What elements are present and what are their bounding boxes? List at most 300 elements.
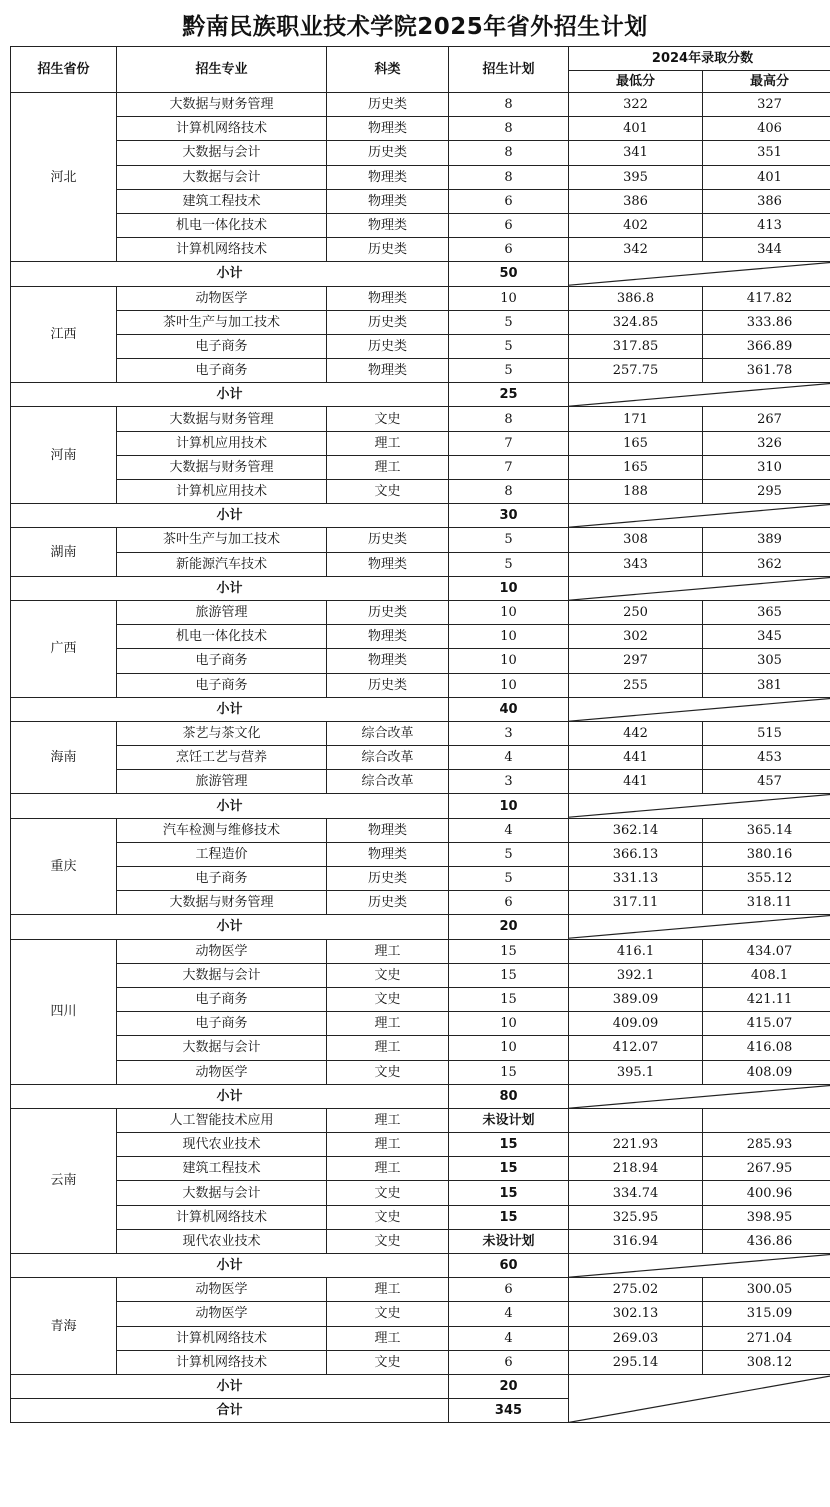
diagonal-slash-cell [569,794,830,818]
min-score-cell: 322 [569,93,703,117]
plan-cell: 15 [449,963,569,987]
major-cell: 茶艺与茶文化 [117,721,327,745]
major-cell: 人工智能技术应用 [117,1108,327,1132]
category-cell: 理工 [327,1133,449,1157]
major-cell: 计算机网络技术 [117,238,327,262]
major-cell: 电子商务 [117,673,327,697]
table-row [11,310,830,334]
min-score-cell: 269.03 [569,1326,703,1350]
subtotal-value: 30 [449,504,569,528]
category-cell: 历史类 [327,238,449,262]
category-cell: 物理类 [327,165,449,189]
major-cell: 现代农业技术 [117,1133,327,1157]
max-score-cell: 416.08 [703,1036,830,1060]
subtotal-label: 小计 [11,794,449,818]
table-row [11,842,830,866]
category-cell: 文史 [327,987,449,1011]
min-score-cell: 441 [569,770,703,794]
min-score-cell: 221.93 [569,1133,703,1157]
header-plan: 招生计划 [449,47,569,93]
table-row [11,165,830,189]
diagonal-line [569,698,830,721]
category-cell: 理工 [327,1326,449,1350]
max-score-cell [703,1108,830,1132]
header-max-score: 最高分 [703,71,830,93]
plan-cell: 8 [449,141,569,165]
max-score-cell: 436.86 [703,1229,830,1253]
min-score-cell: 341 [569,141,703,165]
province-cell: 青海 [11,1278,117,1375]
category-cell: 物理类 [327,649,449,673]
header-score-group: 2024年录取分数 [569,47,830,71]
diagonal-line [569,383,830,406]
min-score-cell: 317.11 [569,891,703,915]
plan-cell: 4 [449,818,569,842]
table-row [11,746,830,770]
header-category: 科类 [327,47,449,93]
subtotal-label: 小计 [11,504,449,528]
max-score-cell: 271.04 [703,1326,830,1350]
subtotal-value: 20 [449,915,569,939]
province-cell: 云南 [11,1108,117,1253]
plan-cell: 3 [449,770,569,794]
subtotal-row [11,383,830,407]
category-cell: 理工 [327,1108,449,1132]
max-score-cell: 434.07 [703,939,830,963]
max-score-cell: 295 [703,480,830,504]
table-row [11,1278,830,1302]
subtotal-value: 25 [449,383,569,407]
table-row [11,286,830,310]
category-cell: 理工 [327,1278,449,1302]
major-cell: 旅游管理 [117,770,327,794]
min-score-cell: 250 [569,600,703,624]
max-score-cell: 305 [703,649,830,673]
plan-cell: 6 [449,189,569,213]
max-score-cell: 345 [703,625,830,649]
table-row [11,93,830,117]
table-row [11,891,830,915]
max-score-cell: 355.12 [703,867,830,891]
subtotal-row [11,1374,830,1398]
max-score-cell: 267 [703,407,830,431]
max-score-cell: 421.11 [703,987,830,1011]
major-cell: 计算机网络技术 [117,1205,327,1229]
table-row [11,189,830,213]
max-score-cell: 386 [703,189,830,213]
province-cell: 河北 [11,93,117,262]
major-cell: 计算机网络技术 [117,1326,327,1350]
max-score-cell: 361.78 [703,359,830,383]
min-score-cell: 302.13 [569,1302,703,1326]
plan-cell: 15 [449,1060,569,1084]
plan-cell: 6 [449,1350,569,1374]
min-score-cell: 395 [569,165,703,189]
table-row [11,649,830,673]
subtotal-row [11,1084,830,1108]
max-score-cell: 408.1 [703,963,830,987]
subtotal-value: 40 [449,697,569,721]
table-row [11,721,830,745]
min-score-cell: 412.07 [569,1036,703,1060]
category-cell: 综合改革 [327,746,449,770]
subtotal-row [11,1254,830,1278]
plan-cell: 4 [449,746,569,770]
plan-cell: 6 [449,1278,569,1302]
table-row [11,455,830,479]
min-score-cell: 416.1 [569,939,703,963]
max-score-cell: 401 [703,165,830,189]
min-score-cell: 386 [569,189,703,213]
major-cell: 计算机网络技术 [117,1350,327,1374]
plan-cell: 5 [449,842,569,866]
min-score-cell: 171 [569,407,703,431]
plan-cell: 15 [449,939,569,963]
major-cell: 电子商务 [117,867,327,891]
table-row [11,480,830,504]
table-row [11,552,830,576]
category-cell: 历史类 [327,141,449,165]
diagonal-line [569,1254,830,1277]
plan-cell: 未设计划 [449,1108,569,1132]
min-score-cell: 317.85 [569,334,703,358]
major-cell: 建筑工程技术 [117,189,327,213]
category-cell: 物理类 [327,286,449,310]
category-cell: 理工 [327,1036,449,1060]
plan-cell: 5 [449,359,569,383]
header-min-score: 最低分 [569,71,703,93]
min-score-cell: 257.75 [569,359,703,383]
subtotal-row [11,262,830,286]
max-score-cell: 315.09 [703,1302,830,1326]
plan-cell: 8 [449,480,569,504]
admission-plan-table [10,46,816,1423]
max-score-cell: 453 [703,746,830,770]
total-value: 345 [449,1399,569,1423]
major-cell: 计算机应用技术 [117,431,327,455]
diagonal-slash-cell [569,576,830,600]
max-score-cell: 381 [703,673,830,697]
max-score-cell: 267.95 [703,1157,830,1181]
diagonal-slash-cell [569,1084,830,1108]
max-score-cell: 457 [703,770,830,794]
table-row [11,1326,830,1350]
min-score-cell: 295.14 [569,1350,703,1374]
category-cell: 历史类 [327,600,449,624]
diagonal-slash-cell [569,504,830,528]
province-cell: 河南 [11,407,117,504]
table-row [11,987,830,1011]
plan-cell: 10 [449,649,569,673]
plan-cell: 15 [449,987,569,1011]
plan-cell: 15 [449,1133,569,1157]
major-cell: 机电一体化技术 [117,213,327,237]
plan-cell: 10 [449,673,569,697]
category-cell: 文史 [327,1205,449,1229]
table-row [11,1205,830,1229]
min-score-cell: 218.94 [569,1157,703,1181]
diagonal-slash-cell [569,697,830,721]
max-score-cell: 366.89 [703,334,830,358]
category-cell: 物理类 [327,818,449,842]
major-cell: 电子商务 [117,1012,327,1036]
category-cell: 历史类 [327,673,449,697]
max-score-cell: 308.12 [703,1350,830,1374]
max-score-cell: 333.86 [703,310,830,334]
category-cell: 理工 [327,1157,449,1181]
max-score-cell: 362 [703,552,830,576]
major-cell: 大数据与财务管理 [117,455,327,479]
max-score-cell: 365.14 [703,818,830,842]
min-score-cell: 316.94 [569,1229,703,1253]
category-cell: 理工 [327,455,449,479]
major-cell: 建筑工程技术 [117,1157,327,1181]
category-cell: 历史类 [327,310,449,334]
min-score-cell: 442 [569,721,703,745]
category-cell: 物理类 [327,842,449,866]
table-row [11,867,830,891]
plan-cell: 15 [449,1205,569,1229]
category-cell: 物理类 [327,552,449,576]
plan-cell: 5 [449,334,569,358]
plan-cell: 4 [449,1302,569,1326]
table-row [11,1181,830,1205]
plan-cell: 10 [449,625,569,649]
major-cell: 大数据与会计 [117,1036,327,1060]
min-score-cell: 275.02 [569,1278,703,1302]
diagonal-slash-cell [569,262,830,286]
plan-cell: 10 [449,1012,569,1036]
table-row [11,818,830,842]
table-row [11,1229,830,1253]
category-cell: 物理类 [327,625,449,649]
table-row [11,213,830,237]
category-cell: 历史类 [327,867,449,891]
min-score-cell: 324.85 [569,310,703,334]
table-row [11,1133,830,1157]
subtotal-label: 小计 [11,262,449,286]
diagonal-slash-cell [569,1374,830,1422]
header-major: 招生专业 [117,47,327,93]
table-row [11,1060,830,1084]
category-cell: 文史 [327,407,449,431]
min-score-cell: 297 [569,649,703,673]
diagonal-slash-cell [569,383,830,407]
min-score-cell: 441 [569,746,703,770]
category-cell: 综合改革 [327,770,449,794]
category-cell: 文史 [327,1350,449,1374]
diagonal-slash-cell [569,915,830,939]
max-score-cell: 413 [703,213,830,237]
major-cell: 动物医学 [117,1278,327,1302]
table-row [11,238,830,262]
min-score-cell: 401 [569,117,703,141]
major-cell: 大数据与财务管理 [117,407,327,431]
major-cell: 工程造价 [117,842,327,866]
table-row [11,407,830,431]
subtotal-row [11,504,830,528]
diagonal-line [569,1375,830,1422]
plan-cell: 7 [449,431,569,455]
max-score-cell: 380.16 [703,842,830,866]
major-cell: 电子商务 [117,334,327,358]
category-cell: 物理类 [327,359,449,383]
plan-cell: 10 [449,600,569,624]
category-cell: 文史 [327,963,449,987]
table-row [11,334,830,358]
max-score-cell: 389 [703,528,830,552]
plan-cell: 8 [449,407,569,431]
diagonal-line [569,262,830,285]
plan-cell: 5 [449,310,569,334]
category-cell: 理工 [327,1012,449,1036]
min-score-cell: 188 [569,480,703,504]
subtotal-value: 50 [449,262,569,286]
category-cell: 综合改革 [327,721,449,745]
table-row [11,1036,830,1060]
major-cell: 计算机应用技术 [117,480,327,504]
max-score-cell: 400.96 [703,1181,830,1205]
min-score-cell: 386.8 [569,286,703,310]
min-score-cell: 362.14 [569,818,703,842]
major-cell: 大数据与财务管理 [117,93,327,117]
plan-cell: 8 [449,165,569,189]
plan-cell: 15 [449,1181,569,1205]
diagonal-line [569,915,830,938]
plan-cell: 5 [449,552,569,576]
subtotal-value: 10 [449,794,569,818]
major-cell: 大数据与会计 [117,165,327,189]
category-cell: 历史类 [327,528,449,552]
category-cell: 历史类 [327,334,449,358]
min-score-cell: 343 [569,552,703,576]
max-score-cell: 318.11 [703,891,830,915]
max-score-cell: 415.07 [703,1012,830,1036]
table-row [11,141,830,165]
min-score-cell: 395.1 [569,1060,703,1084]
min-score-cell: 165 [569,431,703,455]
table-row [11,431,830,455]
plan-cell: 4 [449,1326,569,1350]
min-score-cell: 255 [569,673,703,697]
category-cell: 历史类 [327,93,449,117]
diagonal-line [569,1085,830,1108]
plan-cell: 10 [449,1036,569,1060]
min-score-cell [569,1108,703,1132]
total-label: 合计 [11,1399,449,1423]
category-cell: 物理类 [327,117,449,141]
subtotal-value: 10 [449,576,569,600]
plan-cell: 6 [449,238,569,262]
plan-cell: 7 [449,455,569,479]
major-cell: 汽车检测与维修技术 [117,818,327,842]
min-score-cell: 409.09 [569,1012,703,1036]
table-row [11,600,830,624]
major-cell: 新能源汽车技术 [117,552,327,576]
subtotal-label: 小计 [11,1374,449,1398]
table-body [11,93,830,1423]
min-score-cell: 342 [569,238,703,262]
major-cell: 旅游管理 [117,600,327,624]
max-score-cell: 515 [703,721,830,745]
max-score-cell: 406 [703,117,830,141]
min-score-cell: 334.74 [569,1181,703,1205]
plan-cell: 8 [449,93,569,117]
diagonal-line [569,794,830,817]
diagonal-line [569,577,830,600]
major-cell: 茶叶生产与加工技术 [117,528,327,552]
max-score-cell: 351 [703,141,830,165]
major-cell: 动物医学 [117,286,327,310]
header-province: 招生省份 [11,47,117,93]
plan-cell: 6 [449,213,569,237]
table-row [11,359,830,383]
plan-cell: 未设计划 [449,1229,569,1253]
province-cell: 湖南 [11,528,117,576]
max-score-cell: 398.95 [703,1205,830,1229]
table-row [11,1302,830,1326]
subtotal-value: 60 [449,1254,569,1278]
diagonal-slash-cell [569,1254,830,1278]
major-cell: 机电一体化技术 [117,625,327,649]
subtotal-label: 小计 [11,576,449,600]
province-cell: 四川 [11,939,117,1084]
major-cell: 茶叶生产与加工技术 [117,310,327,334]
page-title: 黔南民族职业技术学院2025年省外招生计划 [182,14,648,40]
major-cell: 电子商务 [117,359,327,383]
min-score-cell: 325.95 [569,1205,703,1229]
major-cell: 动物医学 [117,939,327,963]
province-cell: 江西 [11,286,117,383]
major-cell: 电子商务 [117,649,327,673]
province-cell: 重庆 [11,818,117,915]
plan-cell: 15 [449,1157,569,1181]
province-cell: 广西 [11,600,117,697]
major-cell: 计算机网络技术 [117,117,327,141]
subtotal-row [11,915,830,939]
min-score-cell: 165 [569,455,703,479]
major-cell: 大数据与会计 [117,141,327,165]
max-score-cell: 344 [703,238,830,262]
subtotal-label: 小计 [11,915,449,939]
major-cell: 烹饪工艺与营养 [117,746,327,770]
subtotal-row [11,576,830,600]
subtotal-label: 小计 [11,383,449,407]
min-score-cell: 402 [569,213,703,237]
category-cell: 理工 [327,431,449,455]
table-row [11,1108,830,1132]
table-row [11,1012,830,1036]
plan-cell: 5 [449,528,569,552]
table-row [11,770,830,794]
min-score-cell: 366.13 [569,842,703,866]
min-score-cell: 389.09 [569,987,703,1011]
category-cell: 文史 [327,1302,449,1326]
province-cell: 海南 [11,721,117,794]
category-cell: 文史 [327,480,449,504]
diagonal-line [569,504,830,527]
max-score-cell: 417.82 [703,286,830,310]
max-score-cell: 327 [703,93,830,117]
table-row [11,963,830,987]
category-cell: 文史 [327,1060,449,1084]
subtotal-label: 小计 [11,1254,449,1278]
min-score-cell: 302 [569,625,703,649]
min-score-cell: 392.1 [569,963,703,987]
table-row [11,673,830,697]
plan-cell: 6 [449,891,569,915]
min-score-cell: 308 [569,528,703,552]
